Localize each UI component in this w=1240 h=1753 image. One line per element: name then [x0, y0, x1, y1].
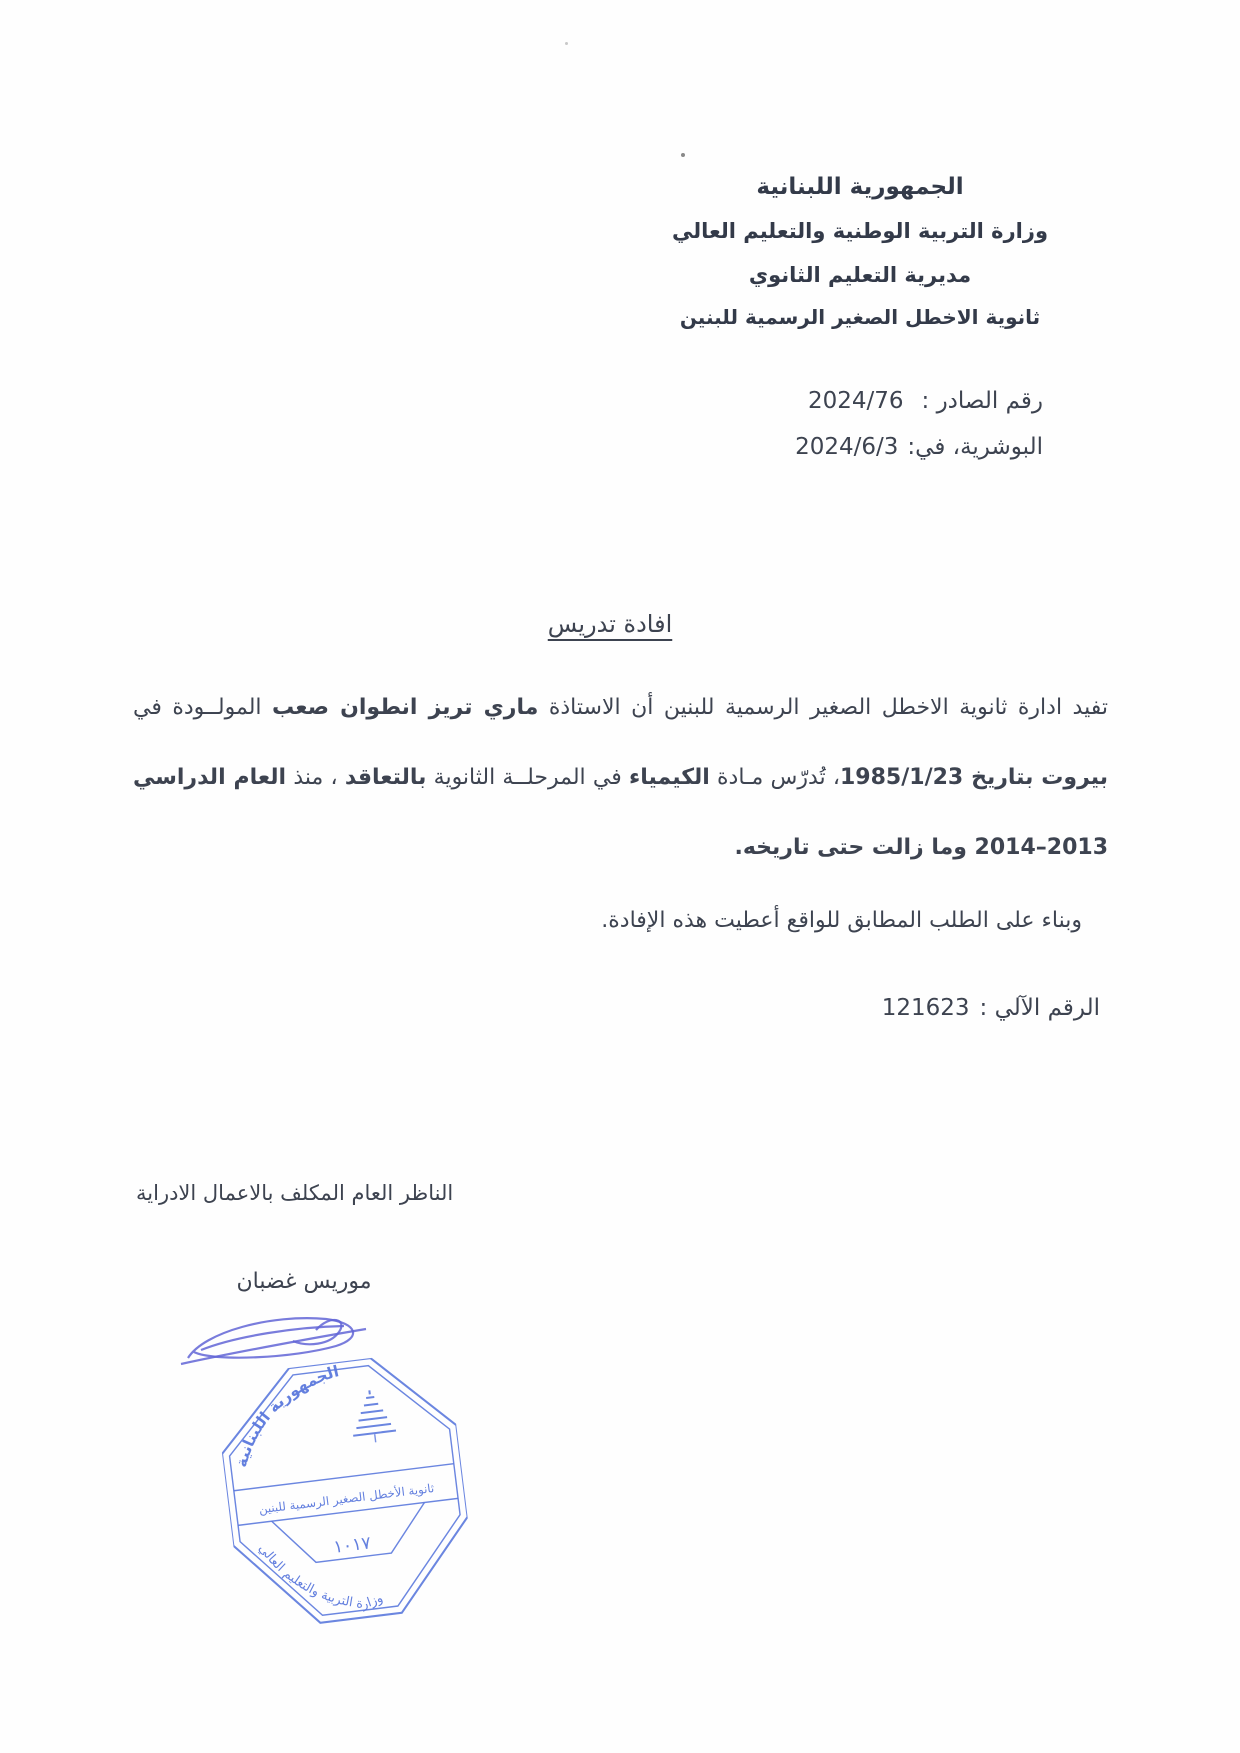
auto-number-value: 121623 [881, 995, 970, 1021]
stamp-outer-octagon [213, 1349, 479, 1632]
auto-number-line [882, 995, 1100, 1021]
letterhead-ministry: وزارة التربية الوطنية والتعليم العالي [671, 219, 1049, 243]
signer-name: موريس غضبان [236, 1269, 372, 1294]
letterhead-school: ثانوية الاخطل الصغير الرسمية للبنين [679, 305, 1041, 329]
subject-name: الكيمياء [628, 765, 710, 790]
letterhead [620, 166, 1100, 338]
stamp-top-text: الجمهورية اللبنانية [232, 1362, 341, 1470]
serial-number-label: رقم الصادر : [921, 388, 1043, 414]
letterhead-republic: الجمهورية اللبنانية [756, 174, 964, 200]
signer-title: الناظر العام المكلف بالاعمال الادراية [136, 1181, 454, 1205]
paper-speck [565, 42, 568, 45]
closing-sentence: وبناء على الطلب المطابق للواقع أعطيت هذه الإفادة. [601, 908, 1082, 933]
body-line-3: 2013–2014 وما زالت حتى تاريخه. [734, 835, 1108, 860]
body-line-1 [133, 695, 1108, 720]
body-text: المولــودة في [133, 695, 272, 720]
body-text: في المرحلــة الثانوية [426, 765, 629, 790]
document-title: افادة تدريس [547, 610, 673, 638]
stamp-band-text: ثانوية الأخطل الصغير الرسمية للبنين [257, 1481, 435, 1517]
auto-number-label: الرقم الآلي : [979, 995, 1100, 1021]
body-line-2 [133, 765, 1108, 790]
place-date-label: البوشرية، في: [907, 434, 1043, 460]
body-text: ، منذ [286, 765, 345, 790]
official-stamp [213, 1349, 480, 1642]
cedar-tree-icon [348, 1388, 397, 1445]
contract-type: بالتعاقد [344, 765, 427, 790]
stamp-number: ١٠١٧ [332, 1533, 373, 1558]
reference-block [795, 378, 1043, 470]
place-date-value: 2024/6/3 [795, 434, 899, 460]
stamp-bottom-text: وزارة التربية والتعليم العالي [255, 1541, 386, 1613]
academic-year-label: العام الدراسي [133, 765, 287, 790]
stamp-graphic [213, 1349, 479, 1638]
place-date-line [795, 424, 1043, 470]
body-text: تفيد ادارة ثانوية الاخطل الصغير الرسمية للبنين أن الاستاذة [538, 695, 1108, 720]
birth-place-date: بيروت بتاريخ 1985/1/23 [840, 765, 1109, 790]
letterhead-directorate: مديرية التعليم الثانوي [748, 263, 972, 287]
body-text: ، تُدرّس مـادة [709, 765, 840, 790]
serial-number-line [795, 378, 1043, 424]
serial-number-value: 2024/76 [807, 388, 904, 414]
paper-speck [681, 153, 685, 157]
teacher-name: ماري تريز انطوان صعب [272, 695, 539, 720]
